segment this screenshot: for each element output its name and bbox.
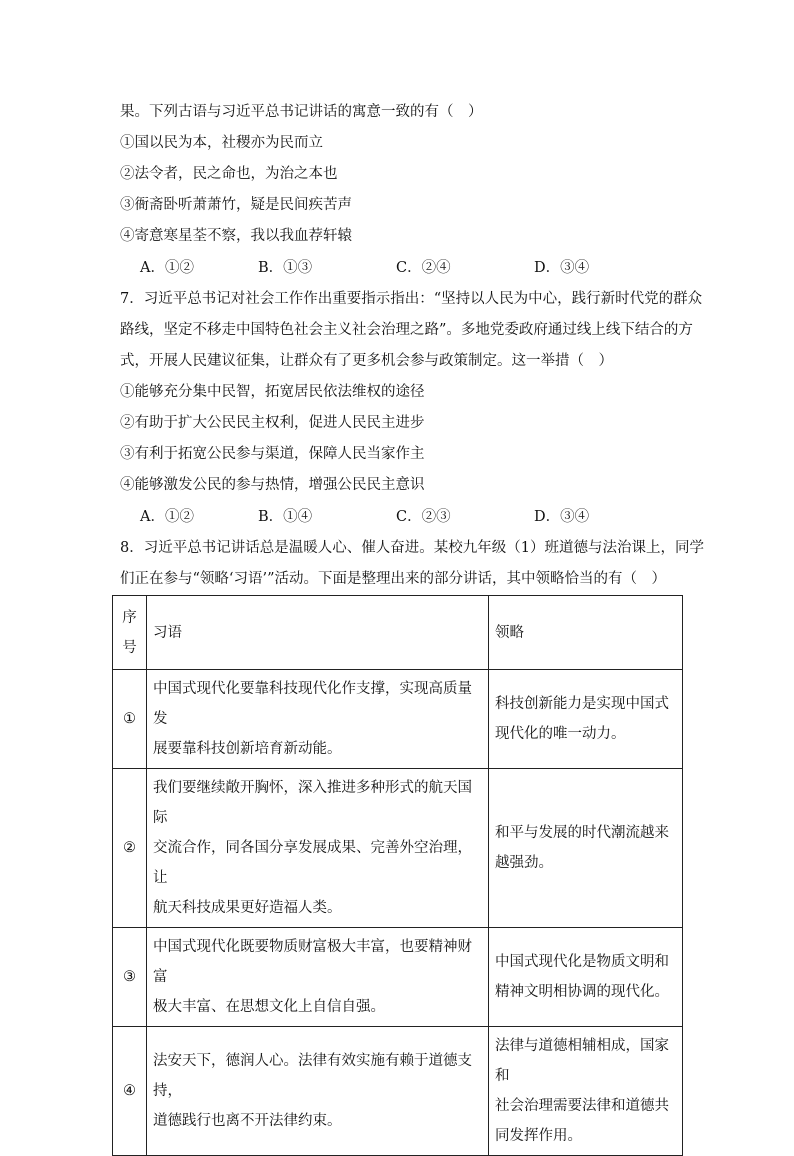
table-row	[113, 1027, 683, 1156]
header-insight-cell: 领略	[489, 596, 683, 670]
q7-stem-line-3: 式，开展人民建议征集，让群众有了更多机会参与政策制定。这一举措（ ）	[120, 353, 613, 369]
q7-option-c[interactable]: C．②③	[396, 509, 451, 525]
q8-stem-line-1: 8．习近平总书记讲话总是温暖人心、催人奋进。某校九年级（1）班道德与法治课上，同学	[120, 540, 704, 556]
insight-line: 中国式现代化是物质文明和	[495, 954, 669, 970]
quote-line: 中国式现代化要靠科技现代化作支撑，实现高质量发	[153, 681, 472, 727]
table-row	[113, 928, 683, 1027]
q7-statement-2: ②有助于扩大公民民主权利，促进人民民主进步	[120, 415, 425, 431]
row-serial: ①	[113, 670, 147, 769]
q8-stem-line-2: 们正在参与“领略‘习语’”活动。下面是整理出来的部分讲话，其中领略恰当的有（ ）	[120, 571, 667, 587]
row-insight	[489, 769, 683, 928]
row-quote	[147, 928, 489, 1027]
table-row	[113, 670, 683, 769]
row-insight	[489, 1027, 683, 1156]
q6-option-c[interactable]: C．②④	[396, 260, 451, 276]
insight-line: 现代化的唯一动力。	[495, 726, 626, 742]
quote-line: 法安天下，德润人心。法律有效实施有赖于道德支持，	[153, 1053, 472, 1099]
q7-statement-3: ③有利于拓宽公民参与渠道，保障人民当家作主	[120, 446, 425, 462]
quote-line: 极大丰富、在思想文化上自信自强。	[153, 999, 385, 1015]
quote-line: 道德践行也离不开法律约束。	[153, 1113, 342, 1129]
q7-option-a[interactable]: A．①②	[140, 509, 194, 525]
row-quote	[147, 670, 489, 769]
q7-option-b[interactable]: B．①④	[258, 509, 313, 525]
row-quote	[147, 1027, 489, 1156]
table-row	[113, 769, 683, 928]
q6-option-d[interactable]: D．③④	[534, 260, 590, 276]
insight-line: 社会治理需要法律和道德共	[495, 1098, 669, 1114]
q7-statement-1: ①能够充分集中民智，拓宽居民依法维权的途径	[120, 384, 425, 400]
row-insight	[489, 928, 683, 1027]
insight-line: 越强劲。	[495, 855, 553, 871]
insight-line: 精神文明相协调的现代化。	[495, 984, 669, 1000]
quote-line: 航天科技成果更好造福人类。	[153, 900, 342, 916]
q6-statement-4: ④寄意寒星荃不察，我以我血荐轩辕	[120, 228, 352, 244]
row-serial: ③	[113, 928, 147, 1027]
insight-line: 科技创新能力是实现中国式	[495, 696, 669, 712]
q7-option-d[interactable]: D．③④	[534, 509, 590, 525]
insight-line: 同发挥作用。	[495, 1128, 582, 1144]
row-quote	[147, 769, 489, 928]
row-serial: ②	[113, 769, 147, 928]
q7-statement-4: ④能够激发公民的参与热情，增强公民民主意识	[120, 477, 425, 493]
q6-stem-tail: 果。下列古语与习近平总书记讲话的寓意一致的有（ ）	[120, 104, 483, 120]
q6-option-a[interactable]: A．①②	[140, 260, 194, 276]
q7-stem-line-2: 路线，坚定不移走中国特色社会主义社会治理之路”。多地党委政府通过线上线下结合的方	[120, 322, 693, 338]
q8-quote-table	[112, 595, 683, 1156]
header-serial-char-2: 号	[122, 639, 137, 656]
header-quote-cell: 习语	[147, 596, 489, 670]
table-header-row	[113, 596, 683, 670]
row-insight	[489, 670, 683, 769]
quote-line: 中国式现代化既要物质财富极大丰富，也要精神财富	[153, 939, 472, 985]
insight-line: 法律与道德相辅相成，国家和	[495, 1038, 669, 1084]
header-serial-char-1: 序	[122, 609, 137, 626]
header-serial-cell	[113, 596, 147, 670]
quote-line: 交流合作，同各国分享发展成果、完善外空治理，让	[153, 840, 472, 886]
quote-line: 展要靠科技创新培育新动能。	[153, 741, 342, 757]
q6-statement-1: ①国以民为本，社稷亦为民而立	[120, 135, 323, 151]
q7-stem-line-1: 7．习近平总书记对社会工作作出重要指示指出：“坚持以人民为中心，践行新时代党的群众	[120, 291, 703, 307]
row-serial: ④	[113, 1027, 147, 1156]
q6-statement-3: ③衙斋卧听萧萧竹，疑是民间疾苦声	[120, 197, 352, 213]
quote-line: 我们要继续敞开胸怀，深入推进多种形式的航天国际	[153, 780, 472, 826]
q6-option-b[interactable]: B．①③	[258, 260, 313, 276]
insight-line: 和平与发展的时代潮流越来	[495, 825, 669, 841]
q6-statement-2: ②法令者，民之命也，为治之本也	[120, 166, 338, 182]
